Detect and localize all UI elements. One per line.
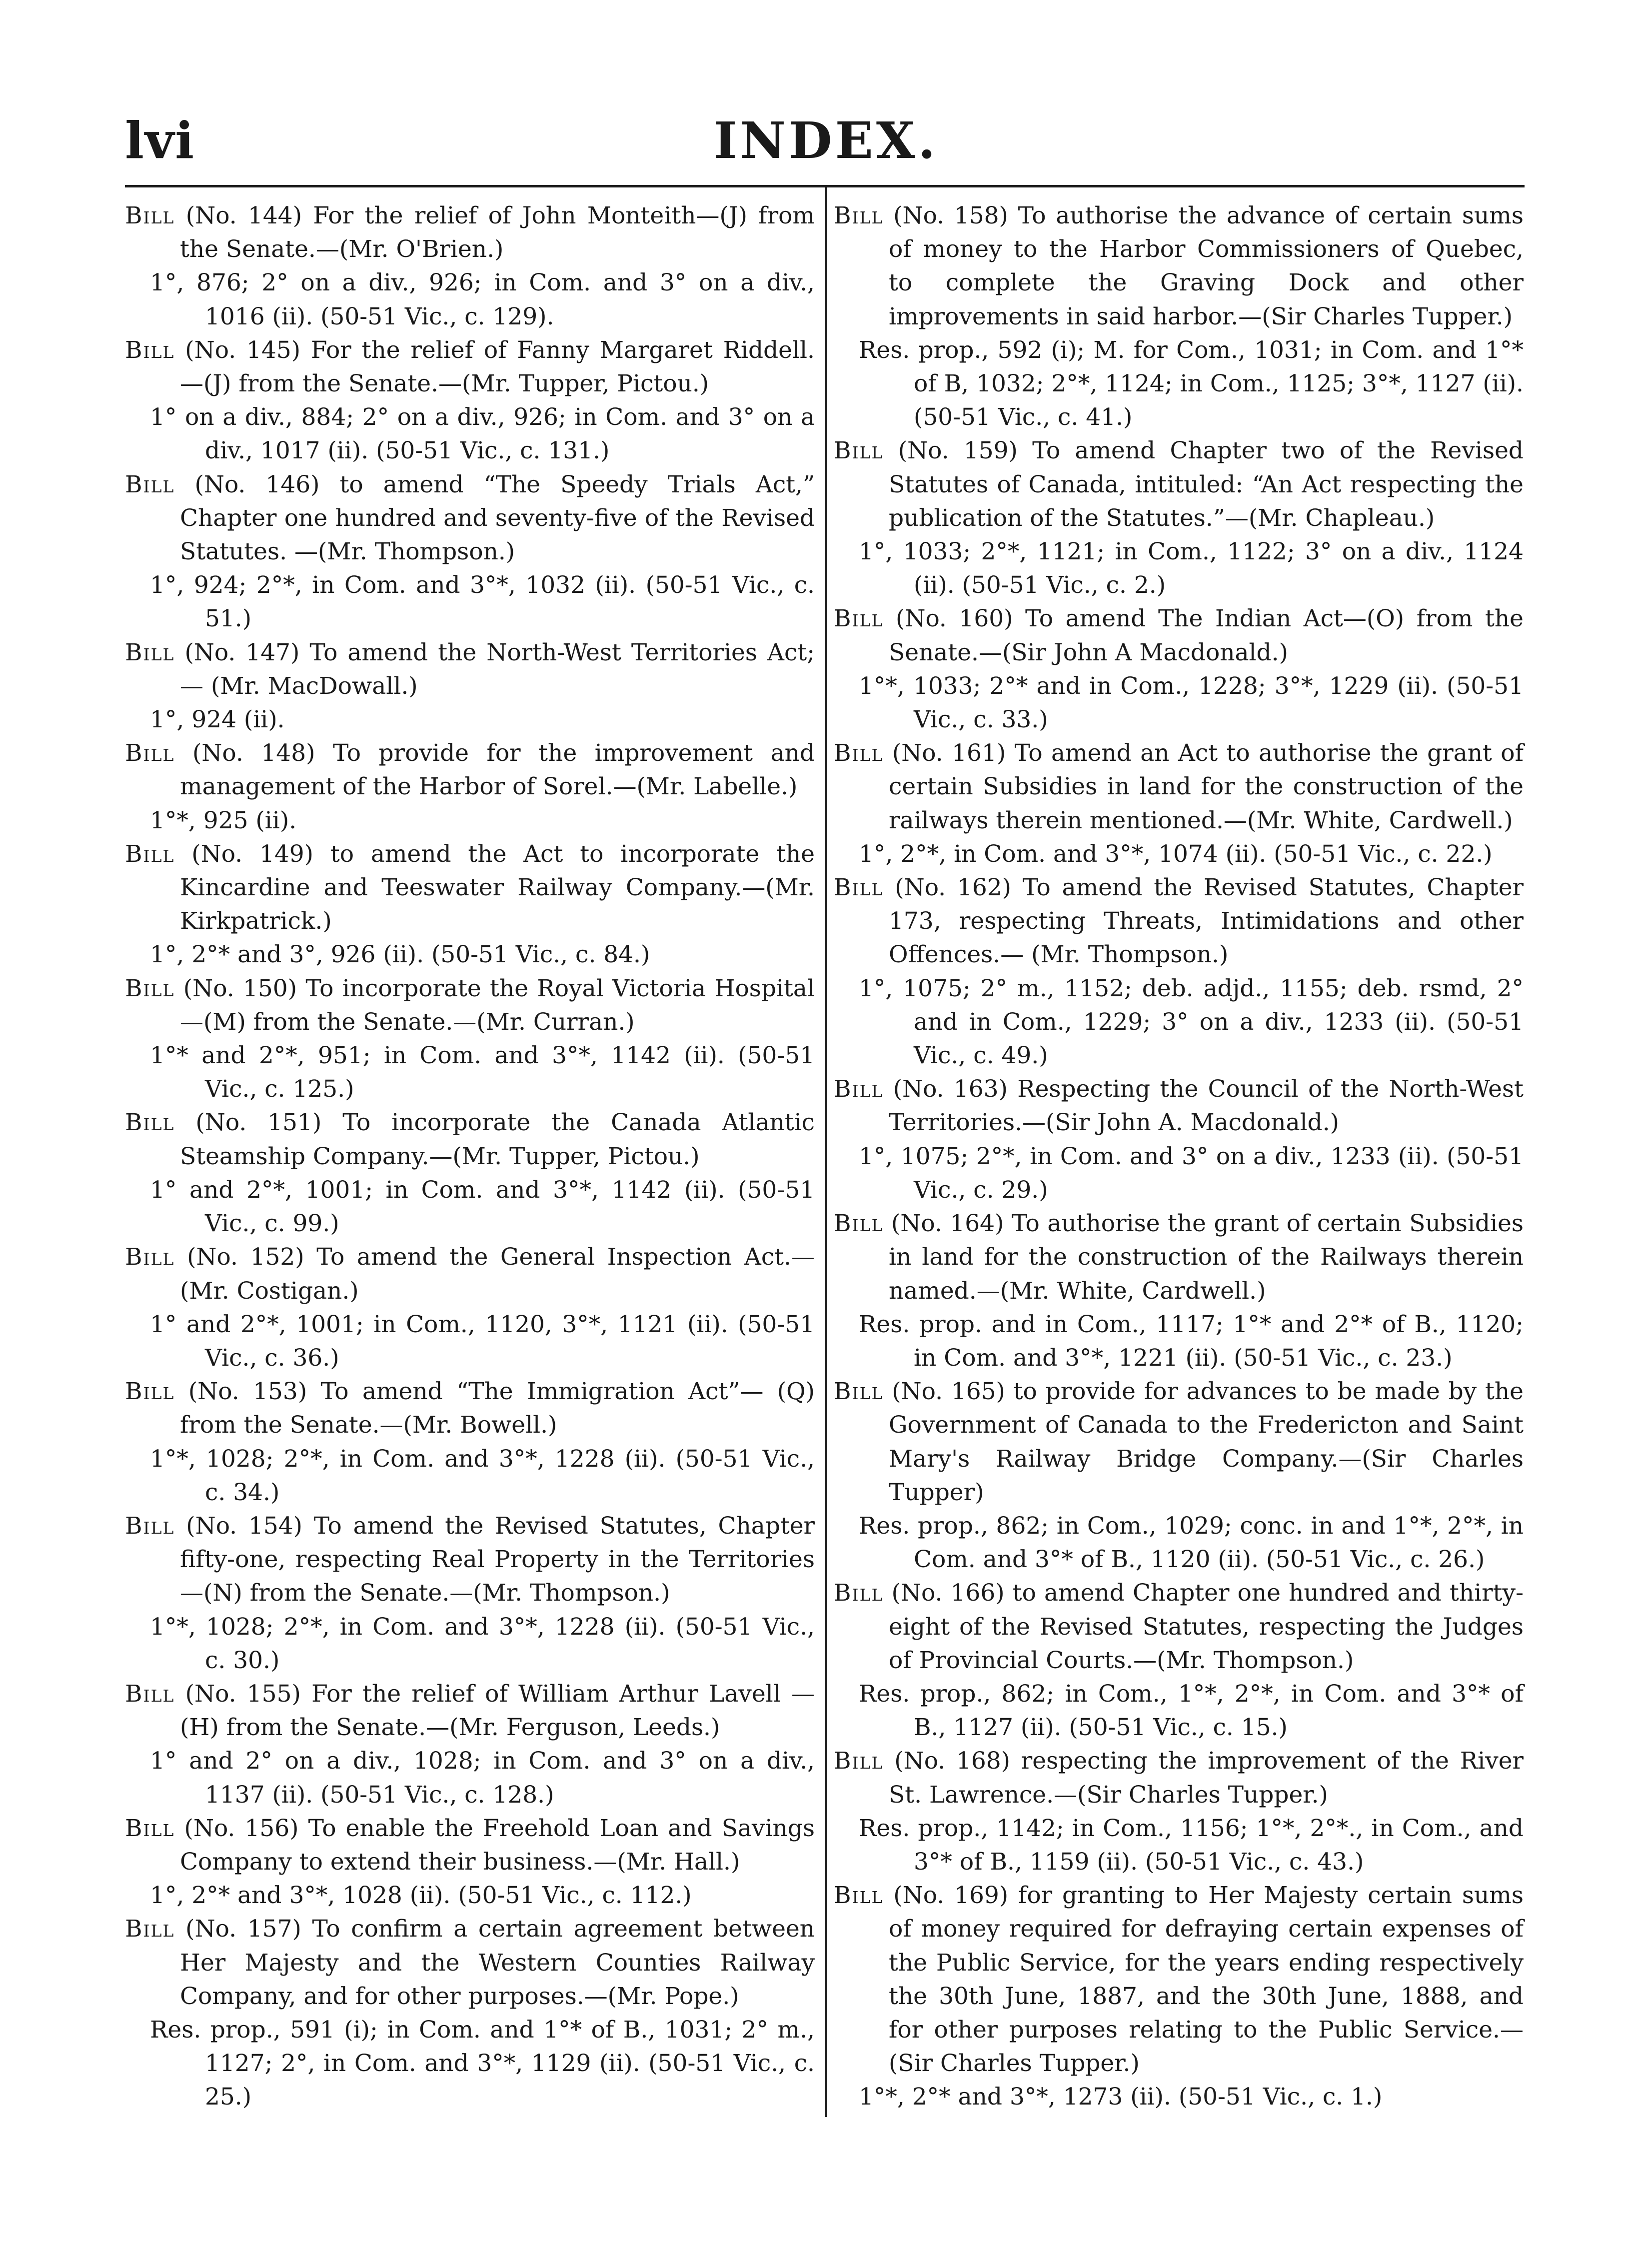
index-entry — [125, 1509, 815, 1677]
entry-title — [834, 434, 1524, 535]
bill-description: (No. 145) For the relief of Fanny Margaret Riddell. —(J) from the Senate.—(Mr. Tupper, Pictou.) — [180, 336, 815, 398]
right-column — [834, 199, 1524, 2114]
entry-title — [834, 871, 1524, 972]
entry-title — [125, 1912, 815, 2013]
entry-title — [125, 199, 815, 266]
bill-proceedings: 1°, 2°*, in Com. and 3°*, 1074 (ii). (50-51 Vic., c. 22.) — [859, 840, 1493, 868]
index-entry — [125, 1812, 815, 1913]
index-entry — [834, 199, 1524, 434]
bill-description: (No. 165) to provide for advances to be made by the Government of Canada to the Fredericton and Saint Mary's Railway Bridge Company.—(Sir Charles Tupper) — [889, 1378, 1524, 1506]
bill-description: (No. 146) to amend “The Speedy Trials Act,” Chapter one hundred and seventy-five of the Revised Statutes. —(Mr. Thompson.) — [180, 470, 815, 566]
bill-word: Bill — [834, 1378, 884, 1406]
entry-title — [125, 1509, 815, 1610]
entry-title — [125, 1677, 815, 1744]
entry-title — [125, 1240, 815, 1307]
bill-description: (No. 148) To provide for the improvement and management of the Harbor of Sorel.—(Mr. Labelle.) — [180, 739, 815, 801]
bill-proceedings: 1° and 2° on a div., 1028; in Com. and 3° on a div., 1137 (ii). (50-51 Vic., c. 128.) — [150, 1747, 815, 1809]
bill-proceedings: 1°*, 925 (ii). — [150, 806, 297, 834]
bill-word: Bill — [125, 1512, 175, 1540]
bill-proceedings: 1° and 2°*, 1001; in Com. and 3°*, 1142 (ii). (50-51 Vic., c. 99.) — [150, 1176, 815, 1238]
index-entry — [834, 602, 1524, 736]
index-entry — [125, 333, 815, 468]
index-entry — [125, 736, 815, 837]
bill-word: Bill — [834, 1579, 884, 1607]
bill-description: (No. 144) For the relief of John Monteith—(J) from the Senate.—(Mr. O'Brien.) — [180, 202, 815, 263]
bill-proceedings: 1°*, 1028; 2°*, in Com. and 3°*, 1228 (ii). (50-51 Vic., c. 30.) — [150, 1613, 815, 1674]
entry-title — [125, 636, 815, 703]
entry-title — [834, 1375, 1524, 1509]
bill-description: (No. 168) respecting the improvement of the River St. Lawrence.—(Sir Charles Tupper.) — [889, 1747, 1524, 1809]
bill-word: Bill — [834, 1075, 884, 1103]
bill-word: Bill — [125, 1378, 175, 1406]
bill-description: (No. 152) To amend the General Inspection Act.— (Mr. Costigan.) — [180, 1243, 815, 1305]
bill-word: Bill — [834, 739, 884, 767]
bill-word: Bill — [834, 202, 884, 229]
index-entry — [125, 199, 815, 333]
column-divider — [825, 187, 827, 2117]
bill-description: (No. 159) To amend Chapter two of the Revised Statutes of Canada, intituled: “An Act respecting the publication of the Statutes.”—(Mr. Chapleau.) — [889, 437, 1524, 532]
bill-word: Bill — [125, 638, 175, 666]
index-entry — [834, 1744, 1524, 1879]
bill-description: (No. 150) To incorporate the Royal Victoria Hospital —(M) from the Senate.—(Mr. Curran.) — [180, 974, 815, 1036]
bill-proceedings: 1°, 924; 2°*, in Com. and 3°*, 1032 (ii). (50-51 Vic., c. 51.) — [150, 571, 815, 633]
bill-proceedings: 1°, 2°* and 3°, 926 (ii). (50-51 Vic., c. 84.) — [150, 941, 650, 969]
entry-title — [125, 468, 815, 569]
bill-word: Bill — [834, 437, 884, 465]
entry-title — [125, 1375, 815, 1442]
bill-description: (No. 151) To incorporate the Canada Atlantic Steamship Company.—(Mr. Tupper, Pictou.) — [180, 1109, 815, 1170]
entry-title — [125, 333, 815, 400]
bill-proceedings: Res. prop., 591 (i); in Com. and 1°* of B., 1031; 2° m., 1127; 2°, in Com. and 3°*, 1129 (ii). (50-51 Vic., c. 25.) — [150, 2016, 815, 2111]
bill-word: Bill — [834, 874, 884, 902]
entry-title — [834, 736, 1524, 837]
left-column — [125, 199, 815, 2114]
entry-title — [125, 1812, 815, 1879]
bill-word: Bill — [125, 1680, 175, 1708]
bill-proceedings: 1° and 2°*, 1001; in Com., 1120, 3°*, 1121 (ii). (50-51 Vic., c. 36.) — [150, 1310, 815, 1372]
bill-proceedings: Res. prop., 862; in Com., 1°*, 2°*, in Com. and 3°* of B., 1127 (ii). (50-51 Vic., c. 15.) — [859, 1680, 1524, 1742]
entry-title — [125, 972, 815, 1039]
bill-description: (No. 154) To amend the Revised Statutes, Chapter fifty-one, respecting Real Property in the Territories —(N) from the Senate.—(Mr. Thompson.) — [180, 1512, 815, 1607]
entry-title — [834, 1744, 1524, 1811]
index-entry — [834, 1207, 1524, 1375]
index-entry — [125, 468, 815, 636]
index-entry — [125, 837, 815, 972]
index-entry — [125, 972, 815, 1106]
bill-description: (No. 153) To amend “The Immigration Act”— (Q) from the Senate.—(Mr. Bowell.) — [180, 1378, 815, 1439]
bill-proceedings: Res. prop., 1142; in Com., 1156; 1°*, 2°*., in Com., and 3°* of B., 1159 (ii). (50-51 Vic., c. 43.) — [859, 1814, 1524, 1876]
entry-title — [834, 1207, 1524, 1308]
bill-description: (No. 163) Respecting the Council of the North-West Territories.—(Sir John A. Macdonald.) — [889, 1075, 1524, 1137]
bill-proceedings: 1°, 2°* and 3°*, 1028 (ii). (50-51 Vic., c. 112.) — [150, 1882, 692, 1910]
index-entry — [834, 1375, 1524, 1576]
bill-description: (No. 162) To amend the Revised Statutes, Chapter 173, respecting Threats, Intimidations and other Offences.— (Mr. Thompson.) — [889, 874, 1524, 969]
bill-word: Bill — [125, 1109, 175, 1137]
bill-proceedings: 1°, 1075; 2° m., 1152; deb. adjd., 1155; deb. rsmd, 2° and in Com., 1229; 3° on a div., 1233 (ii). (50-51 Vic., c. 49.) — [859, 974, 1524, 1070]
bill-word: Bill — [834, 1882, 884, 1910]
index-entry — [125, 636, 815, 737]
entry-title — [125, 1106, 815, 1173]
index-entry — [834, 1879, 1524, 2114]
bill-description: (No. 166) to amend Chapter one hundred and thirty-eight of the Revised Statutes, respecting the Judges of Provincial Courts.—(Mr. Thompson.) — [889, 1579, 1524, 1674]
bill-description: (No. 149) to amend the Act to incorporate the Kincardine and Teeswater Railway Company.—(Mr. Kirkpatrick.) — [180, 840, 815, 935]
bill-word: Bill — [125, 470, 175, 498]
entry-title — [125, 736, 815, 803]
bill-description: (No. 161) To amend an Act to authorise the grant of certain Subsidies in land for the construction of the railways therein mentioned.—(Mr. White, Cardwell.) — [889, 739, 1524, 834]
bill-description: (No. 157) To confirm a certain agreement between Her Majesty and the Western Counties Railway Company, and for other purposes.—(Mr. Pope.) — [180, 1915, 815, 2010]
index-entry — [125, 1912, 815, 2114]
index-entry — [125, 1240, 815, 1375]
bill-proceedings: 1°, 1033; 2°*, 1121; in Com., 1122; 3° on a div., 1124 (ii). (50-51 Vic., c. 2.) — [859, 538, 1524, 599]
bill-word: Bill — [125, 336, 175, 364]
bill-description: (No. 147) To amend the North-West Territories Act; — (Mr. MacDowall.) — [180, 638, 815, 700]
bill-proceedings: Res. prop. and in Com., 1117; 1°* and 2°* of B., 1120; in Com. and 3°*, 1221 (ii). (50-51 Vic., c. 23.) — [859, 1310, 1524, 1372]
bill-proceedings: 1°* and 2°*, 951; in Com. and 3°*, 1142 (ii). (50-51 Vic., c. 125.) — [150, 1042, 815, 1103]
bill-description: (No. 155) For the relief of William Arthur Lavell —(H) from the Senate.—(Mr. Ferguson, Leeds.) — [180, 1680, 815, 1742]
bill-proceedings: 1°*, 1028; 2°*, in Com. and 3°*, 1228 (ii). (50-51 Vic., c. 34.) — [150, 1445, 815, 1506]
entry-title — [834, 1879, 1524, 2080]
index-entry — [834, 434, 1524, 602]
bill-proceedings: 1° on a div., 884; 2° on a div., 926; in Com. and 3° on a div., 1017 (ii). (50-51 Vic., c. 131.) — [150, 403, 815, 465]
bill-word: Bill — [125, 739, 175, 767]
index-entry — [125, 1677, 815, 1812]
bill-description: (No. 164) To authorise the grant of certain Subsidies in land for the construction of the Railways therein named.—(Mr. White, Cardwell.) — [889, 1210, 1524, 1305]
index-entry — [125, 1375, 815, 1509]
index-entry — [834, 1576, 1524, 1744]
bill-proceedings: 1°*, 2°* and 3°*, 1273 (ii). (50-51 Vic., c. 1.) — [859, 2083, 1383, 2111]
bill-description: (No. 156) To enable the Freehold Loan and Savings Company to extend their business.—(Mr. Hall.) — [180, 1814, 815, 1876]
bill-word: Bill — [125, 974, 175, 1002]
bill-word: Bill — [125, 202, 175, 229]
index-entry — [834, 871, 1524, 1072]
entry-title — [834, 199, 1524, 333]
bill-proceedings: 1°, 924 (ii). — [150, 706, 285, 734]
bill-proceedings: 1°*, 1033; 2°* and in Com., 1228; 3°*, 1229 (ii). (50-51 Vic., c. 33.) — [859, 672, 1524, 734]
bill-word: Bill — [834, 1747, 884, 1775]
bill-description: (No. 160) To amend The Indian Act—(O) from the Senate.—(Sir John A Macdonald.) — [889, 605, 1524, 666]
bill-word: Bill — [125, 1243, 175, 1271]
index-entry — [834, 736, 1524, 871]
bill-proceedings: 1°, 1075; 2°*, in Com. and 3° on a div., 1233 (ii). (50-51 Vic., c. 29.) — [859, 1142, 1524, 1204]
entry-title — [834, 1576, 1524, 1677]
bill-word: Bill — [834, 605, 884, 633]
bill-word: Bill — [125, 840, 175, 868]
bill-description: (No. 169) for granting to Her Majesty certain sums of money required for defraying certain expenses of the Public Service, for the years ending respectively the 30th June, 1887, and the 30th June, 1888, and for other purposes relating to the Public Service.—(Sir Charles Tupper.) — [889, 1882, 1524, 2078]
page-number: lvi — [125, 111, 195, 170]
bill-proceedings: 1°, 876; 2° on a div., 926; in Com. and 3° on a div., 1016 (ii). (50-51 Vic., c. 129). — [150, 269, 815, 330]
entry-title — [125, 837, 815, 938]
bill-word: Bill — [125, 1814, 175, 1842]
bill-word: Bill — [125, 1915, 175, 1943]
entry-title — [834, 602, 1524, 669]
entry-title — [834, 1072, 1524, 1139]
bill-word: Bill — [834, 1210, 884, 1238]
index-entry — [834, 1072, 1524, 1207]
page-title: INDEX. — [713, 111, 939, 170]
bill-proceedings: Res. prop., 862; in Com., 1029; conc. in and 1°*, 2°*, in Com. and 3°* of B., 1120 (ii). (50-51 Vic., c. 26.) — [859, 1512, 1524, 1574]
bill-description: (No. 158) To authorise the advance of certain sums of money to the Harbor Commissioners of Quebec, to complete the Graving Dock and other improvements in said harbor.—(Sir Charles Tupper.) — [889, 202, 1524, 330]
bill-proceedings: Res. prop., 592 (i); M. for Com., 1031; in Com. and 1°* of B, 1032; 2°*, 1124; in Com., 1125; 3°*, 1127 (ii). (50-51 Vic., c. 41.) — [859, 336, 1524, 431]
index-entry — [125, 1106, 815, 1240]
